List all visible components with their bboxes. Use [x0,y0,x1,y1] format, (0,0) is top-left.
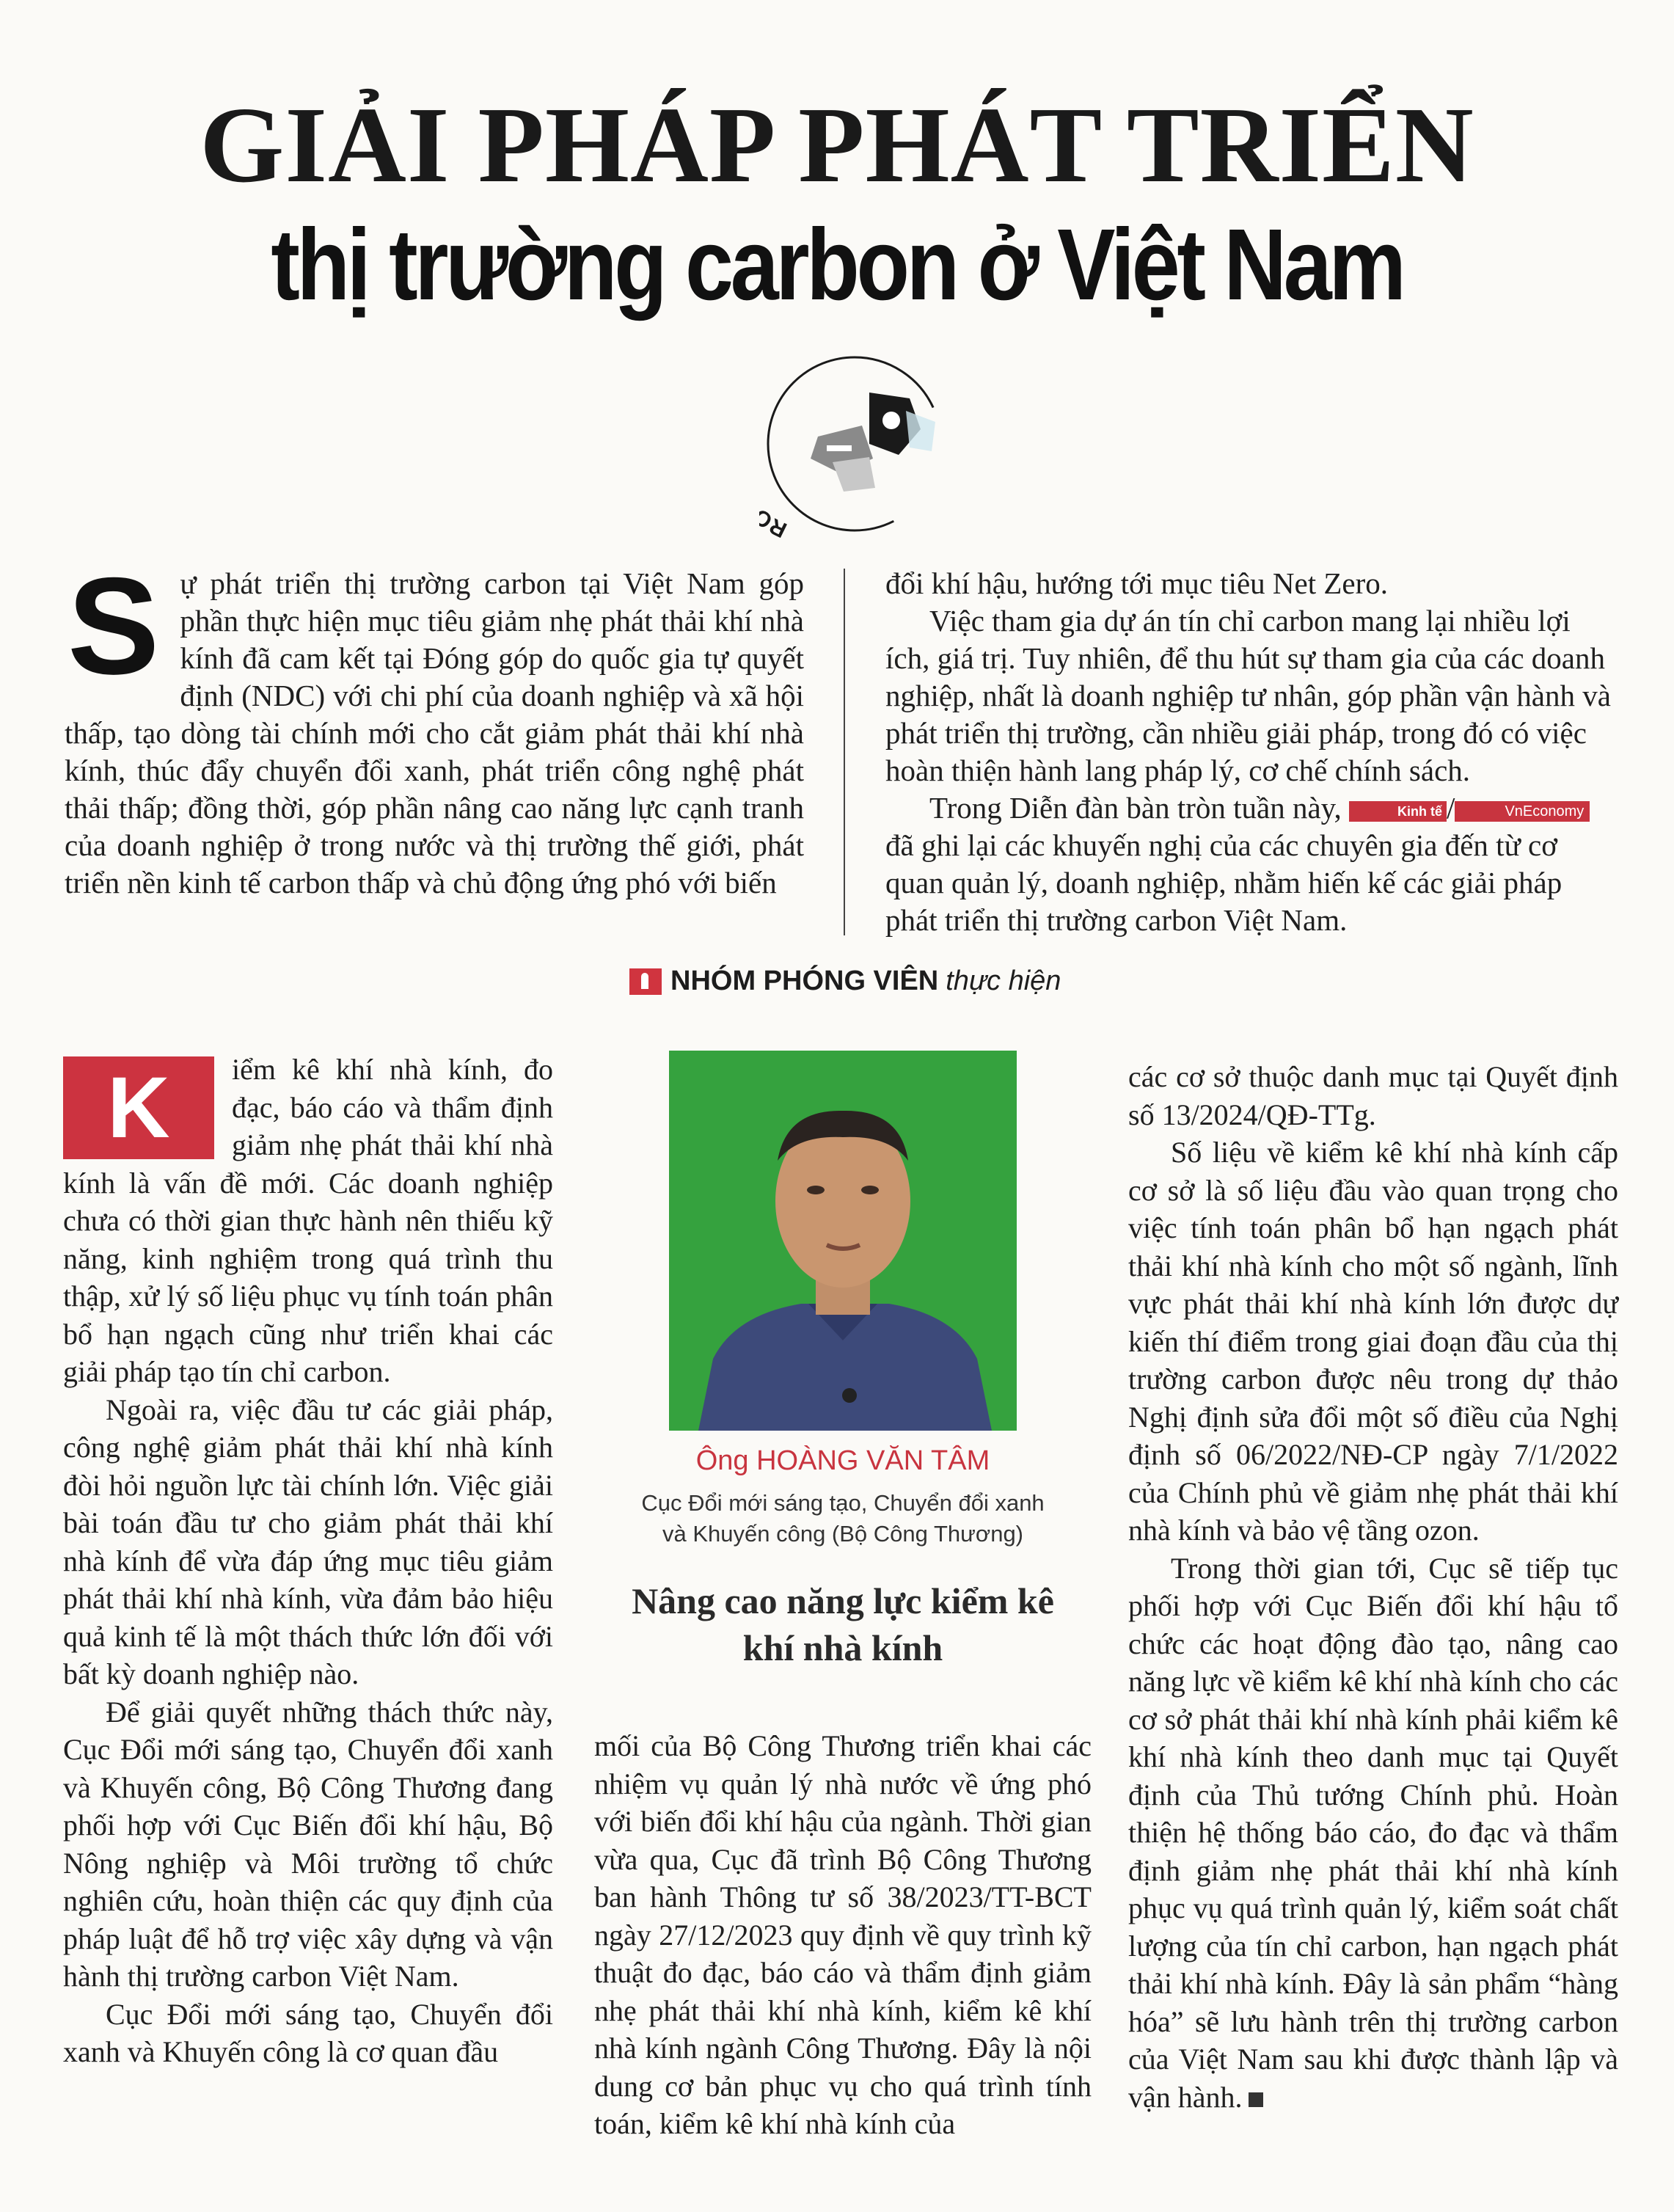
col3-paragraph-2: Số liệu về kiểm kê khí nhà kính cấp cơ sở là số liệu đầu vào quan trọng cho việc tính toán phân bổ hạn ngạch phát thải khí nhà kính cho một số ngành, lĩnh vực phát thải khí nhà kính lớn được dự kiến thí điểm trong giai đoạn đầu của thị trường carbon được nêu trong dự thảo Nghị định sửa đổi một số điều của Nghị định số 06/2022/NĐ-CP ngày 7/1/2022 của Chính phủ về giảm nhẹ phát thải khí nhà kính và bảo vệ tầng ozon. [1128,1136,1618,1547]
intro-right-p2: Việc tham gia dự án tín chỉ carbon mang lại nhiều lợi ích, giá trị. Tuy nhiên, để thu hút sự tham gia của các doanh nghiệp, nhất là doanh nghiệp tư nhân, góp phần vận hành và phát triển thị trường, cần nhiều giải pháp, trong đó có việc hoàn thiện hành lang pháp lý, cơ chế chính sách. [885,604,1611,787]
interviewee-name: Ông HOÀNG VĂN TÂM [695,1445,990,1476]
byline: NHÓM PHÓNG VIÊN thực hiện [629,966,1061,997]
end-mark-icon [1249,2092,1263,2107]
intro-left-column [65,549,804,902]
kinhte-badge: Kinh tế [1349,801,1447,822]
intro-right-column [885,565,1619,939]
col1-paragraph-1: K iểm kê khí nhà kính, đo đạc, báo cáo và thẩm định giảm nhẹ phát thải khí nhà kính là vấn đề mới. Các doanh nghiệp chưa có thời gian thực hành nên thiếu kỹ năng, kinh nghiệm trong quá trình thu thập, xử lý số liệu phục vụ tính toán phân bổ hạn ngạch cũng như triển khai các giải pháp tạo tín chỉ carbon. [63,1053,553,1388]
interviewee-role: Cục Đổi mới sáng tạo, Chuyển đổi xanh và Khuyến công (Bộ Công Thương) [641,1490,1045,1547]
col3-paragraph-3: Trong thời gian tới, Cục sẽ tiếp tục phối hợp với Cục Biến đổi khí hậu tổ chức các hoạt động đào tạo, nâng cao năng lực về kiểm kê khí nhà kính cho các cơ sở phát thải khí nhà kính phải kiểm kê khí nhà kính theo danh mục tại Quyết định của Thủ tướng Chính phủ. Hoàn thiện hệ thống báo cáo, đo đạc và thẩm định giảm nhẹ phát thải khí nhà kính phục vụ quá trình quản lý, kiểm soát chất lượng của tín chỉ carbon, hạn ngạch phát thải khí nhà kính. Đây là sản phẩm “hàng hóa” sẽ lưu hành trên thị trường carbon của Việt Nam sau khi được thành lập và vận hành. [1128,1551,1618,2114]
section-subhead: Nâng cao năng lực kiểm kê khí nhà kính [632,1580,1054,1668]
headline-line2: thị trường carbon ở Việt Nam [271,208,1403,321]
col3-paragraph-1: các cơ sở thuộc danh mục tại Quyết định số 13/2024/QĐ-TTg. [1128,1060,1618,1131]
col2-paragraph-1: mối của Bộ Công Thương triển khai các nhiệm vụ quản lý nhà nước về ứng phó với biến đổi khí hậu của ngành. Thời gian vừa qua, Cục đã trình Bộ Công Thương ban hành Thông tư số 38/2023/TT-BCT ngày 27/12/2023 quy định về quy trình kỹ thuật đo đạc, báo cáo và thẩm định giảm nhẹ phát thải khí nhà kính, kiểm kê khí nhà kính ngành Công Thương. Đây là nội dung cơ bản phục vụ cho quá trình tính toán, kiểm kê khí nhà kính của [594,1729,1092,2140]
intro-right-p3: Trong Diễn đàn bàn tròn tuần này, Kinh tế / VnEconomy đã ghi lại các khuyến nghị của các chuyên gia đến từ cơ quan quản lý, doanh nghiệp, nhằm hiến kế các giải pháp phát triển thị trường carbon Việt Nam. [885,789,1619,939]
col1-paragraph-3: Để giải quyết những thách thức này, Cục Đổi mới sáng tạo, Chuyển đổi xanh và Khuyến công, Bộ Công Thương đang phối hợp với Cục Biến đổi khí hậu, Bộ Nông nghiệp và Môi trường tổ chức nghiên cứu, hoàn thiện các quy định của pháp luật để hỗ trợ việc xây dựng và vận hành thị trường carbon Việt Nam. [63,1695,553,1993]
article-column-3 [1128,1058,1618,2116]
intro-left-text: ự phát triển thị trường carbon tại Việt Nam góp phần thực hiện mục tiêu giảm nhẹ phát thải khí nhà kính đã cam kết tại Đóng góp do quốc gia tự quyết định (NDC) với chi phí của doanh nghiệp và xã hội thấp, tạo dòng tài chính mới cho cắt giảm phát thải khí nhà kính, thúc đẩy chuyển đổi xanh, phát triển công nghệ phát thải thấp; đồng thời, góp phần nâng cao năng lực cạnh tranh của doanh nghiệp ở trong nước và thị trường thế giới, phát triển nền kinh tế carbon thấp và chủ động ứng phó với biến [65,566,804,899]
roundtable-logo-text: R [765,513,791,539]
vneconomy-badge: VnEconomy [1455,801,1590,822]
col1-paragraph-4: Cục Đổi mới sáng tạo, Chuyển đổi xanh và Khuyến công là cơ quan đầu [63,1997,553,2068]
intro-drop-cap: S [67,549,160,703]
article-drop-cap: K [63,1056,214,1159]
headline-line1: GIẢI PHÁP PHÁT TRIỂN [200,85,1474,205]
intro-divider [844,569,845,935]
article-column-2 [594,1727,1092,2143]
roundtable-logo [759,341,950,539]
intro-right-p1: đổi khí hậu, hướng tới mục tiêu Net Zero. [885,566,1389,600]
col1-paragraph-2: Ngoài ra, việc đầu tư các giải pháp, công nghệ giảm phát thải khí nhà kính đòi hỏi nguồn lực tài chính lớn. Việc giải bài toán đầu tư cho giảm phát thải khí nhà kính để vừa đáp ứng mục tiêu giảm phát thải khí nhà kính, vừa đảm bảo hiệu quả kinh tế là một thách thức lớn đối với bất kỳ doanh nghiệp nào. [63,1392,553,1690]
portrait-photo [669,1051,1017,1431]
article-column-1 [63,1051,553,2071]
pen-icon [629,968,662,995]
